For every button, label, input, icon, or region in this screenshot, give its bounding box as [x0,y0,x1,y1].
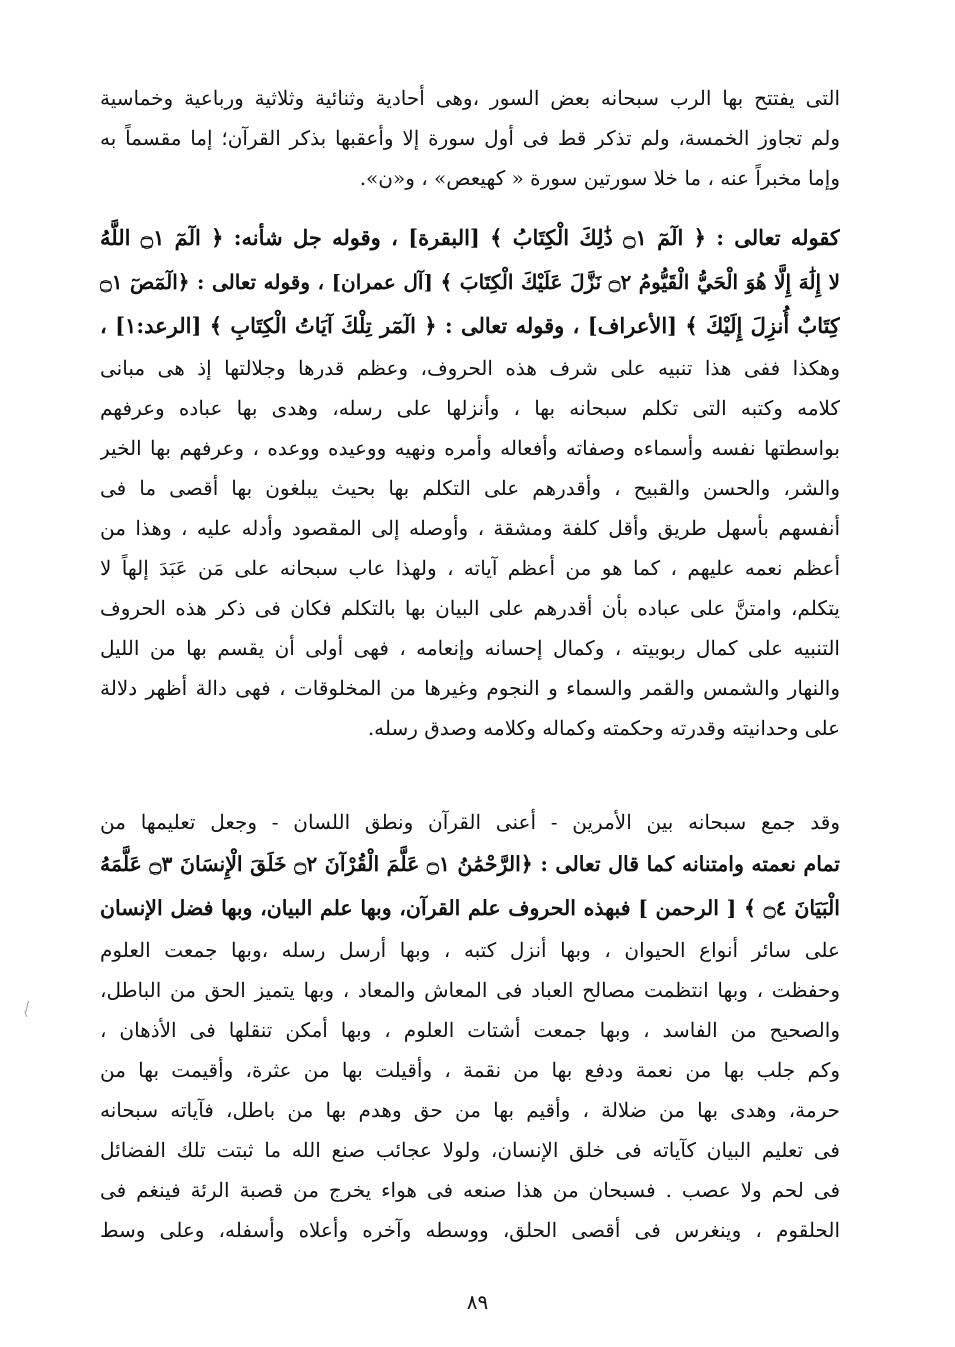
text-line: والصحيح من الفاسد ، وبها جمعت أشتات العلوم ، وبها أمكن تنقلها فى الأذهان ، [100,1018,840,1042]
page-number: ٨٩ [466,1290,489,1314]
text-line: أنفسهم بأسهل طريق وأقل كلفة ومشقة ، وأوصله إلى المقصود وأدله عليه ، وهذا من [100,516,840,540]
margin-mark [22,1000,32,1018]
quran-verse-line: لا إِلَٰهَ إِلَّا هُوَ الْحَيُّ الْقَيُّومُ ۝٢ نَزَّلَ عَلَيْكَ الْكِتَابَ ﴾ [آل عمران] ، وقوله تعالى : ﴿الٓمٓصٓ ۝١ [100,270,840,294]
text-line: والنهار والشمس والقمر والسماء و النجوم وغيرها من المخلوقات ، فهى دالة أظهر دلالة [100,676,840,700]
quran-verse-line: الْبَيَانَ ۝٤ ﴾ [ الرحمن ] فبهذه الحروف علم القرآن، وبها علم البيان، وبها فضل الإنسان [100,896,840,920]
text-line: على وحدانيته وقدرته وحكمته وكماله وكلامه وصدق رسله. [367,716,840,740]
text-line: يتكلم، وامتنَّ على عباده بأن أقدرهم على البيان بها بالتكلم فكان فى ذكر هذه الحروف [100,596,840,620]
quran-verse-line: كقوله تعالى : ﴿ الٓمٓ ۝١ ذَٰلِكَ الْكِتَابُ ﴾ [البقرة] ، وقوله جل شأنه: ﴿ الٓمٓ ۝١ اللَّهُ [100,225,840,250]
text-line: حرمة، وهدى بها من ضلالة ، وأقيم بها من حق وهدم بها من باطل، فآياته سبحانه [100,1098,840,1122]
paragraph-1 [100,78,840,198]
paragraph-2 [100,216,840,748]
text-line: والشر، والحسن والقبيح ، وأقدرهم على التكلم بها بحيث يبلغون بها أقصى ما فى [100,476,840,500]
text-line: فى لحم ولا عصب . فسبحان من هذا صنعه فى هواء يخرج من قصبة الرئة فينغم فى [100,1178,840,1202]
text-line: الحلقوم ، وينغرس فى أقصى الحلق، ووسطه وآخره وأعلاه وأسفله، وعلى وسط [100,1218,840,1242]
text-line: كلامه وكتبه التى تكلم سبحانه بها ، وأنزلها على رسله، وهدى بها عباده وعرفهم [100,396,840,420]
text-line: أعظم نعمه عليهم ، كما هو من أعظم آياته ، ولهذا عاب سبحانه على مَن عَبَدَ إلهاً لا [100,556,840,580]
text-line: فى تعليم البيان كآياته فى خلق الإنسان، ولولا عجائب صنع الله ما ثبتت تلك الفضائل [100,1138,840,1162]
paragraph-3 [100,802,840,1250]
text-line: وإما مخبراً عنه ، ما خلا سورتين سورة « كهيعص» ، و«ن». [359,166,840,190]
text-line: ولم تجاوز الخمسة، ولم تذكر قط فى أول سورة إلا وأعقبها بذكر القرآن؛ إما مقسماً به [100,126,840,150]
text-line: وقد جمع سبحانه بين الأمرين - أعنى القرآن ونطق اللسان - وجعل تعليمها من [100,810,840,834]
text-line: على سائر أنواع الحيوان ، وبها أنزل كتبه ، وبها أرسل رسله ،وبها جمعت العلوم [100,938,840,962]
text-line: وهكذا ففى هذا تنبيه على شرف هذه الحروف، وعظم قدرها وجلالتها إذ هى مبانى [100,356,840,380]
quran-verse-line: كِتَابٌ أُنزِلَ إِلَيْكَ ﴾ [الأعراف] ، وقوله تعالى : ﴿ الٓمٓر تِلْكَ آيَاتُ الْكِتَابِ ﴾ [الرعد:١] ، [100,313,840,338]
text-line: بواسطتها نفسه وأسماءه وصفاته وأفعاله وأمره ونهيه ووعيده ووعده ، وعرفهم بها الخير [100,436,840,460]
text-line: وكم جلب بها من نعمة ودفع بها من نقمة ، وأقيلت بها من عثرة، وأقيمت بها من [100,1058,840,1082]
text-line: التنبيه على كمال ربوبيته ، وكمال إحسانه وإنعامه ، فهى أولى أن يقسم بها من الليل [100,636,840,660]
quran-verse-line: تمام نعمته وامتنانه كما قال تعالى : ﴿الرَّحْمَٰنُ ۝١ عَلَّمَ الْقُرْآنَ ۝٢ خَلَقَ الْإِنسَانَ ۝٣ عَلَّمَهُ [100,852,840,876]
text-line: التى يفتتح بها الرب سبحانه بعض السور ،وهى أحادية وثنائية وثلاثية ورباعية وخماسية [100,86,840,110]
text-line: وحفظت ، وبها انتظمت مصالح العباد فى المعاش والمعاد ، وبها يتميز الحق من الباطل، [100,978,840,1002]
